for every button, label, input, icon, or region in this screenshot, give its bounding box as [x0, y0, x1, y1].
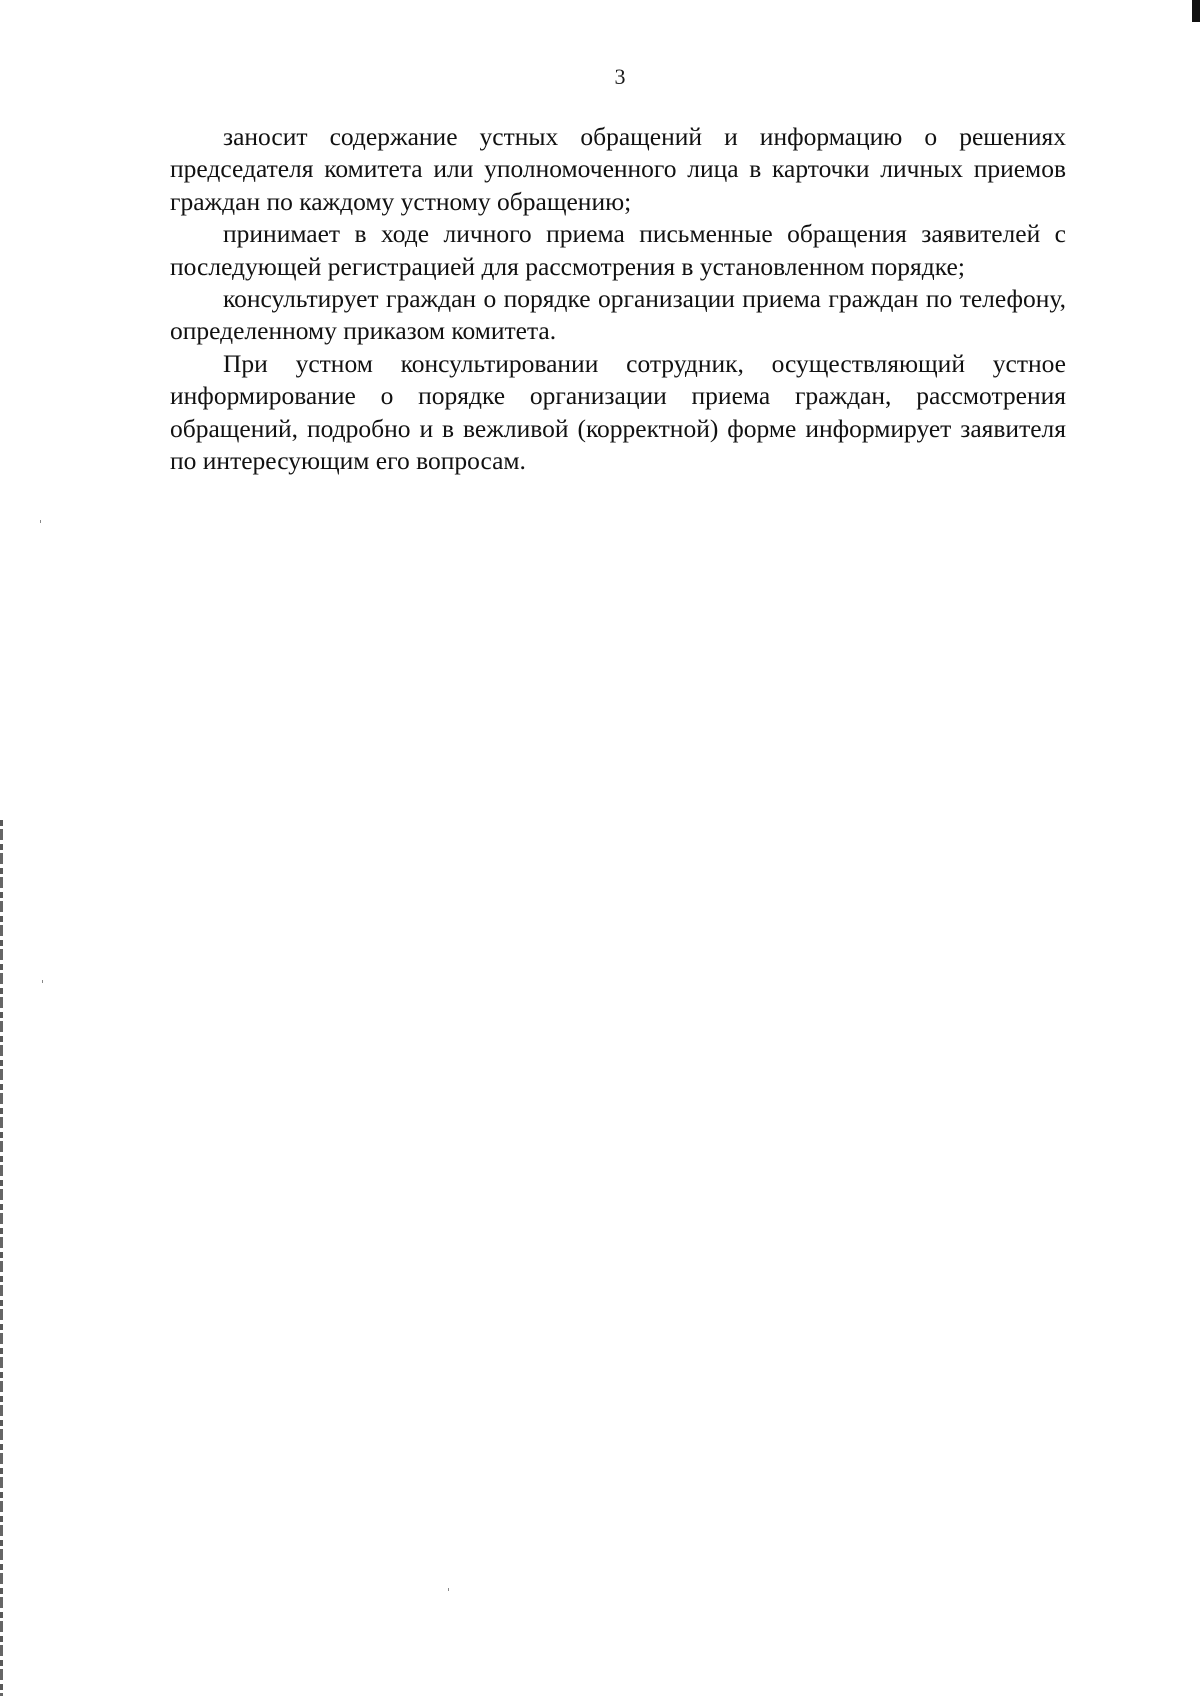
paragraph: При устном консультировании сотрудник, осуществляющий устное информирование о порядке организации приема граждан, рассмотрения обращений, подробно и в вежливой (корректной) форме информирует заявителя по интересующим его вопросам.: [170, 348, 1066, 476]
scan-artifact-dot: [448, 1588, 449, 1591]
page-number: 3: [614, 64, 626, 89]
paragraph: заносит содержание устных обращений и информацию о решениях председателя комитета или уполномоченного лица в карточки личных приемов граждан по каждому устному обращению;: [170, 122, 1066, 216]
document-body: [170, 121, 1066, 477]
paragraph: принимает в ходе личного приема письменные обращения заявителей с последующей регистрацией для рассмотрения в установленном порядке;: [170, 219, 1066, 281]
scan-artifact-dot: [42, 980, 43, 983]
scan-artifact-edge: [0, 820, 3, 1696]
scan-artifact-dot: [40, 520, 41, 523]
paragraph: консультирует граждан о порядке организации приема граждан по телефону, определенному приказом комитета.: [170, 284, 1066, 346]
scan-artifact-mark: [1192, 0, 1200, 22]
